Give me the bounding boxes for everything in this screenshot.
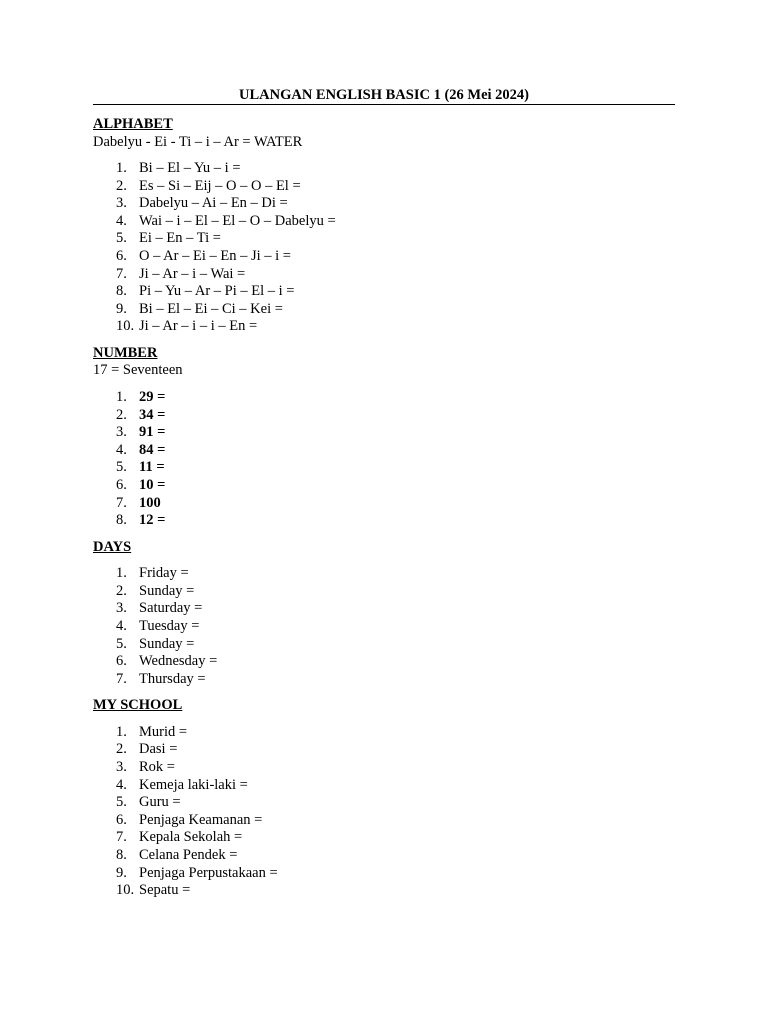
list-item-text: Ei – En – Ti = xyxy=(139,230,221,247)
list-number: 4. xyxy=(116,441,127,458)
list-item-text: 12 = xyxy=(139,512,166,529)
list-item-text: Pi – Yu – Ar – Pi – El – i = xyxy=(139,283,295,300)
school-section xyxy=(93,697,675,899)
list-number: 6. xyxy=(116,811,127,828)
list-number: 9. xyxy=(116,864,127,881)
list-item xyxy=(93,724,675,742)
list-item-text: 34 = xyxy=(139,406,166,423)
document-title: ULANGAN ENGLISH BASIC 1 (26 Mei 2024) xyxy=(93,86,675,105)
list-number: 1. xyxy=(116,388,127,405)
list-item xyxy=(93,847,675,865)
list-item-text: Rok = xyxy=(139,759,175,776)
list-item xyxy=(93,424,675,442)
list-item xyxy=(93,583,675,601)
list-number: 1. xyxy=(116,565,127,582)
list-item xyxy=(93,741,675,759)
list-item-text: Wai – i – El – El – O – Dabelyu = xyxy=(139,212,336,229)
list-number: 5. xyxy=(116,794,127,811)
list-number: 2. xyxy=(116,741,127,758)
list-item-text: Sunday = xyxy=(139,635,195,652)
list-item-text: O – Ar – Ei – En – Ji – i = xyxy=(139,247,291,264)
list-number: 5. xyxy=(116,459,127,476)
list-number: 3. xyxy=(116,759,127,776)
list-item xyxy=(93,512,675,530)
list-item-text: Sepatu = xyxy=(139,882,191,899)
alphabet-example: Dabelyu - Ei - Ti – i – Ar = WATER xyxy=(93,133,303,150)
school-heading: MY SCHOOL xyxy=(93,697,183,714)
list-number: 8. xyxy=(116,512,127,529)
list-item xyxy=(93,160,675,178)
list-item-text: Kepala Sekolah = xyxy=(139,829,243,846)
list-item-text: 10 = xyxy=(139,476,166,493)
list-number: 1. xyxy=(116,723,127,740)
list-number: 7. xyxy=(116,829,127,846)
list-item-text: Guru = xyxy=(139,794,181,811)
list-item xyxy=(93,230,675,248)
list-number: 8. xyxy=(116,847,127,863)
school-list xyxy=(93,724,675,900)
list-number: 3. xyxy=(116,424,127,441)
list-number: 7. xyxy=(116,670,127,687)
list-item xyxy=(93,318,675,336)
list-number: 10. xyxy=(116,882,135,899)
number-heading: NUMBER xyxy=(93,344,158,361)
list-item-text: Kemeja laki-laki = xyxy=(139,776,248,793)
list-number: 6. xyxy=(116,247,127,264)
list-number: 4. xyxy=(116,776,127,793)
list-number: 4. xyxy=(116,212,127,229)
list-number: 4. xyxy=(116,617,127,634)
list-item-text: Es – Si – Eij – O – O – El = xyxy=(139,177,301,194)
list-item xyxy=(93,777,675,795)
list-item-text: Bi – El – Yu – i = xyxy=(139,160,241,176)
alphabet-section xyxy=(93,116,675,336)
list-item-text: Sunday = xyxy=(139,582,195,599)
list-item xyxy=(93,477,675,495)
list-item xyxy=(93,600,675,618)
list-item-text: Penjaga Perpustakaan = xyxy=(139,864,278,881)
list-number: 3. xyxy=(116,195,127,212)
list-item xyxy=(93,759,675,777)
document-page xyxy=(93,86,675,900)
list-item-text: Dasi = xyxy=(139,741,178,758)
list-item-text: 29 = xyxy=(139,388,166,405)
list-number: 6. xyxy=(116,476,127,493)
list-number: 6. xyxy=(116,653,127,670)
list-item xyxy=(93,829,675,847)
list-item xyxy=(93,636,675,654)
list-item-text: Ji – Ar – i – Wai = xyxy=(139,265,246,282)
list-number: 2. xyxy=(116,406,127,423)
list-item xyxy=(93,248,675,266)
list-item-text: Saturday = xyxy=(139,600,203,617)
list-number: 1. xyxy=(116,160,127,176)
list-item-text: Friday = xyxy=(139,565,189,582)
list-item xyxy=(93,266,675,284)
days-list xyxy=(93,565,675,688)
list-item xyxy=(93,812,675,830)
list-item xyxy=(93,283,675,301)
days-heading: DAYS xyxy=(93,538,132,555)
list-number: 2. xyxy=(116,582,127,599)
list-item-text: Dabelyu – Ai – En – Di = xyxy=(139,195,288,212)
list-number: 2. xyxy=(116,177,127,194)
alphabet-list xyxy=(93,160,675,336)
number-example: 17 = Seventeen xyxy=(93,362,183,379)
list-item-text: 100 xyxy=(139,494,161,511)
list-item xyxy=(93,459,675,477)
list-item xyxy=(93,653,675,671)
list-item-text: Murid = xyxy=(139,723,188,740)
list-item-text: Bi – El – Ei – Ci – Kei = xyxy=(139,300,283,317)
days-section xyxy=(93,539,675,689)
list-item-text: Wednesday = xyxy=(139,653,218,670)
list-item xyxy=(93,565,675,583)
list-number: 7. xyxy=(116,265,127,282)
list-item xyxy=(93,865,675,883)
list-item xyxy=(93,882,675,900)
list-item xyxy=(93,213,675,231)
list-item xyxy=(93,301,675,319)
list-item xyxy=(93,671,675,689)
list-number: 5. xyxy=(116,230,127,247)
number-section xyxy=(93,345,675,530)
number-list xyxy=(93,389,675,530)
list-number: 7. xyxy=(116,494,127,511)
list-item-text: Tuesday = xyxy=(139,617,200,634)
list-item xyxy=(93,442,675,460)
list-item xyxy=(93,495,675,513)
list-item xyxy=(93,389,675,407)
list-number: 5. xyxy=(116,635,127,652)
list-number: 8. xyxy=(116,283,127,300)
list-item xyxy=(93,178,675,196)
list-item-text: 11 = xyxy=(139,459,165,476)
list-item-text: Thursday = xyxy=(139,670,206,687)
alphabet-heading: ALPHABET xyxy=(93,116,173,132)
list-number: 3. xyxy=(116,600,127,617)
list-item xyxy=(93,618,675,636)
list-item-text: Ji – Ar – i – i – En = xyxy=(139,318,258,335)
list-item-text: Celana Pendek = xyxy=(139,847,238,863)
list-item xyxy=(93,195,675,213)
list-item-text: Penjaga Keamanan = xyxy=(139,811,263,828)
list-number: 9. xyxy=(116,300,127,317)
list-number: 10. xyxy=(116,318,135,335)
list-item-text: 91 = xyxy=(139,424,166,441)
list-item xyxy=(93,407,675,425)
list-item xyxy=(93,794,675,812)
list-item-text: 84 = xyxy=(139,441,166,458)
